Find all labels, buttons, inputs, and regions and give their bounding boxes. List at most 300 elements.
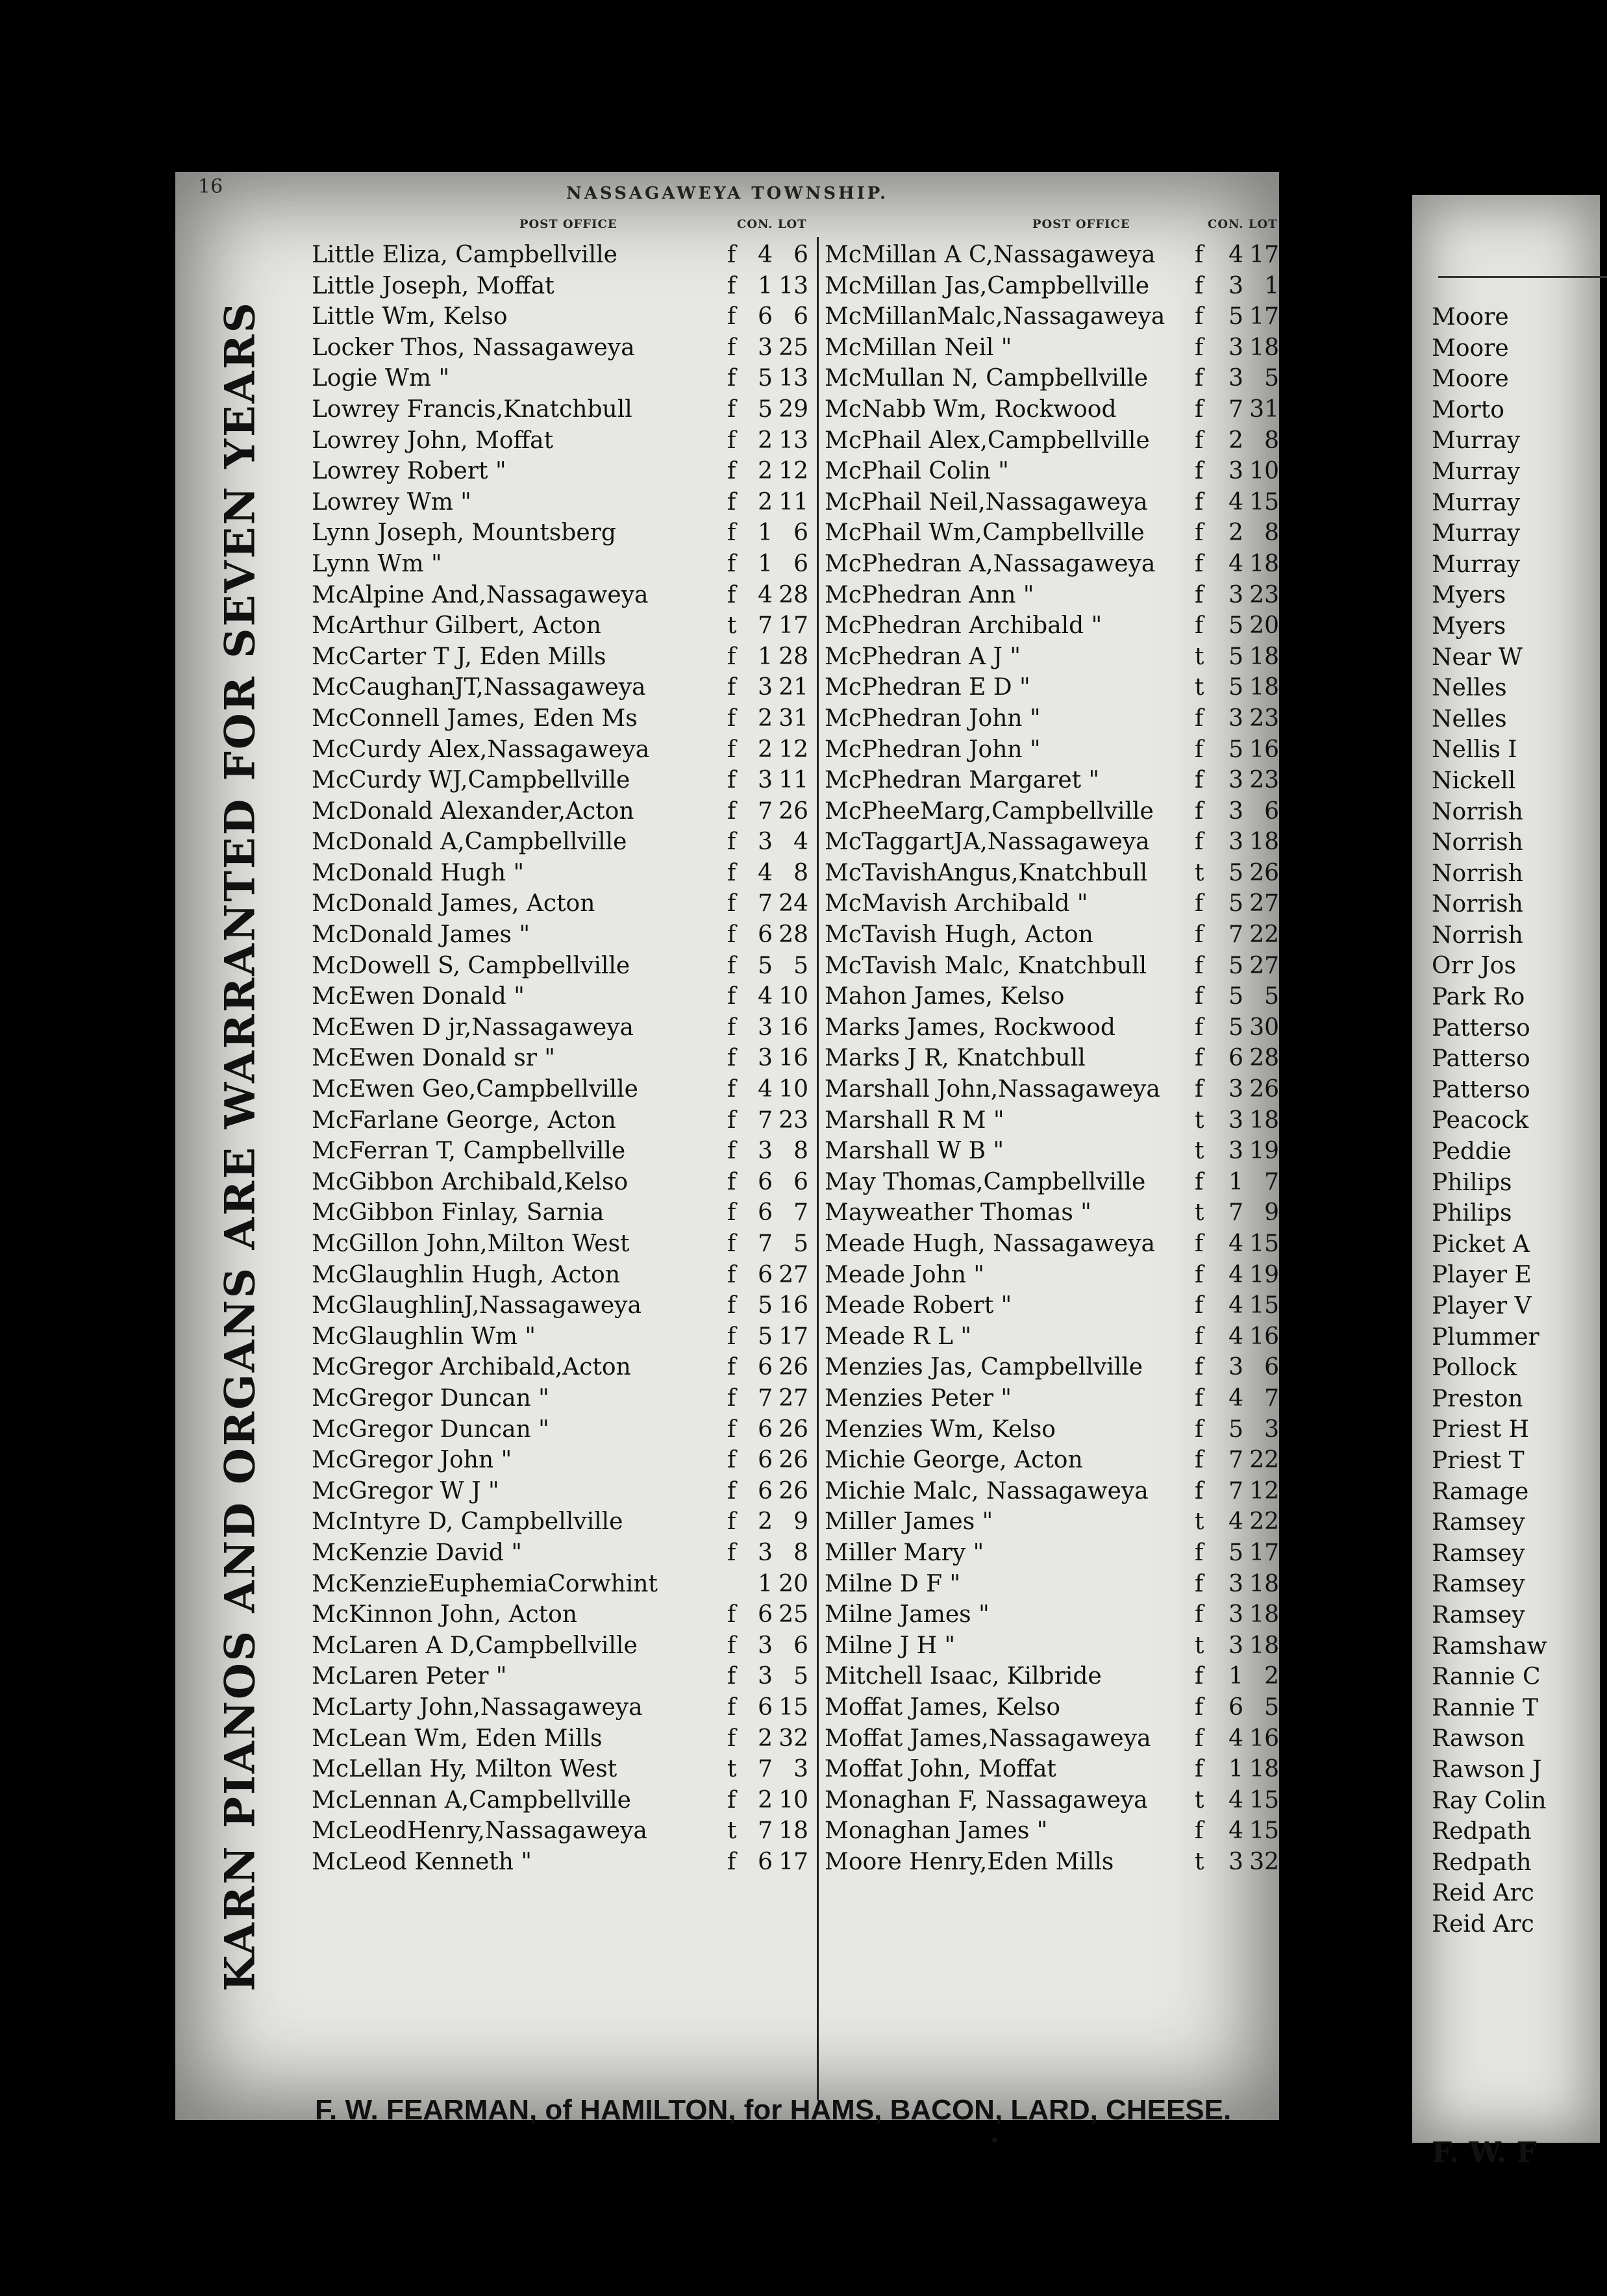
entry-name: McPhedran Archibald " bbox=[825, 612, 1102, 640]
entry-con: 4 bbox=[1228, 1230, 1243, 1257]
entry-lot: 6 bbox=[793, 242, 808, 268]
entry-con: 1 bbox=[1228, 1168, 1243, 1195]
entry-con: 6 bbox=[758, 1447, 773, 1474]
entry-name: Meade Robert " bbox=[825, 1292, 1012, 1319]
directory-entry bbox=[312, 1352, 812, 1383]
entry-lot: 22 bbox=[1249, 921, 1279, 949]
entry-type: f bbox=[1195, 395, 1204, 423]
entry-type: f bbox=[1195, 1663, 1204, 1690]
directory-entry bbox=[312, 981, 812, 1012]
entry-lot: 18 bbox=[1249, 1601, 1279, 1628]
entry-name: McGregor Archibald,Acton bbox=[312, 1354, 631, 1381]
entry-type: f bbox=[727, 1014, 736, 1041]
entry-con: 1 bbox=[1228, 1756, 1243, 1783]
entry-type: f bbox=[727, 1138, 736, 1165]
entry-type: f bbox=[727, 1045, 736, 1072]
entry-lot: 17 bbox=[1249, 1539, 1279, 1566]
directory-entry bbox=[312, 1723, 812, 1754]
entry-lot: 17 bbox=[1249, 242, 1279, 268]
directory-entry bbox=[312, 1630, 812, 1662]
directory-entry bbox=[312, 1506, 812, 1538]
next-page-entry: Murray bbox=[1432, 551, 1521, 578]
entry-type: f bbox=[1195, 365, 1204, 392]
entry-name: McDonald Alexander,Acton bbox=[312, 797, 634, 825]
entry-type: f bbox=[727, 829, 736, 856]
entry-lot: 6 bbox=[793, 1168, 808, 1195]
entry-lot: 27 bbox=[1249, 952, 1279, 979]
entry-name: Lowrey John, Moffat bbox=[312, 427, 554, 454]
entry-lot: 21 bbox=[779, 674, 808, 701]
entry-con: 7 bbox=[758, 1384, 773, 1412]
directory-entry bbox=[312, 240, 812, 271]
next-page-entry: Myers bbox=[1432, 582, 1506, 609]
entry-lot: 6 bbox=[793, 303, 808, 331]
entry-name: Menzies Wm, Kelso bbox=[825, 1416, 1056, 1443]
directory-entry bbox=[312, 1692, 812, 1723]
directory-entry bbox=[312, 271, 812, 302]
directory-entry bbox=[825, 549, 1279, 580]
entry-name: McConnell James, Eden Ms bbox=[312, 705, 638, 732]
entry-lot: 18 bbox=[1249, 334, 1279, 361]
next-page-footer: F. W. F bbox=[1432, 2136, 1537, 2169]
directory-entry bbox=[825, 394, 1279, 425]
entry-name: McFarlane George, Acton bbox=[312, 1106, 616, 1134]
next-page-entry: Near W bbox=[1432, 643, 1523, 671]
entry-name: McMillanMalc,Nassagaweya bbox=[825, 303, 1165, 331]
directory-entry bbox=[825, 240, 1279, 271]
entry-type: f bbox=[1195, 242, 1204, 268]
next-page-entry: Patterso bbox=[1432, 1045, 1530, 1073]
entry-name: McGillon John,Milton West bbox=[312, 1230, 630, 1257]
entry-con: 7 bbox=[758, 1817, 773, 1845]
next-page-entry: Murray bbox=[1432, 427, 1521, 455]
directory-entry bbox=[312, 1105, 812, 1136]
entry-type: f bbox=[1195, 272, 1204, 299]
entry-name: Mayweather Thomas " bbox=[825, 1199, 1091, 1227]
entry-lot: 19 bbox=[1249, 1261, 1279, 1288]
directory-entry bbox=[825, 1197, 1279, 1229]
entry-name: Michie Malc, Nassagaweya bbox=[825, 1477, 1149, 1504]
entry-lot: 6 bbox=[793, 550, 808, 577]
entry-lot: 5 bbox=[793, 1663, 808, 1690]
entry-con: 3 bbox=[1228, 1354, 1243, 1381]
entry-type: f bbox=[727, 365, 736, 392]
entry-type: f bbox=[727, 1447, 736, 1474]
entry-type: t bbox=[1195, 1138, 1204, 1165]
entry-name: Meade Hugh, Nassagaweya bbox=[825, 1230, 1155, 1257]
entry-type: t bbox=[1195, 1848, 1204, 1875]
entry-type: f bbox=[727, 1508, 736, 1536]
entry-con: 5 bbox=[758, 365, 773, 392]
page-header: NASSAGAWEYA TOWNSHIP. bbox=[566, 184, 889, 203]
page-number: 16 bbox=[198, 175, 223, 198]
right-column-header bbox=[825, 218, 1279, 240]
entry-con: 5 bbox=[1228, 736, 1243, 763]
entry-con: 3 bbox=[1228, 767, 1243, 794]
entry-con: 5 bbox=[1228, 1014, 1243, 1041]
entry-con: 7 bbox=[1228, 921, 1243, 949]
entry-lot: 10 bbox=[779, 1786, 808, 1814]
next-page-entry: Ramsey bbox=[1432, 1540, 1525, 1567]
directory-entry bbox=[312, 1290, 812, 1321]
entry-con: 3 bbox=[758, 1539, 773, 1566]
next-page-entry: Norrish bbox=[1432, 921, 1523, 949]
entry-lot: 8 bbox=[793, 859, 808, 886]
entry-lot: 18 bbox=[1249, 643, 1279, 670]
entry-con: 2 bbox=[758, 1508, 773, 1536]
entry-lot: 13 bbox=[779, 365, 808, 392]
entry-con: 3 bbox=[1228, 1570, 1243, 1597]
entry-name: McPhedran A,Nassagaweya bbox=[825, 550, 1156, 577]
entry-type: f bbox=[1195, 519, 1204, 547]
entry-type: f bbox=[1195, 581, 1204, 608]
next-page-entry: Patterso bbox=[1432, 1076, 1530, 1103]
entry-name: McGlaughlin Wm " bbox=[312, 1323, 536, 1350]
next-page-entry: Redpath bbox=[1432, 1849, 1532, 1876]
next-page-entry: Pollock bbox=[1432, 1354, 1517, 1382]
entry-name: McDonald James, Acton bbox=[312, 890, 595, 917]
directory-entry bbox=[312, 765, 812, 796]
directory-entry bbox=[312, 827, 812, 858]
directory-entry bbox=[312, 919, 812, 951]
entry-type: f bbox=[1195, 921, 1204, 949]
directory-entry bbox=[312, 1136, 812, 1167]
next-page-entry: Nickell bbox=[1432, 767, 1516, 794]
entry-name: McLeodHenry,Nassagaweya bbox=[312, 1817, 647, 1845]
next-page-entry: Rawson J bbox=[1432, 1756, 1542, 1783]
entry-lot: 23 bbox=[1249, 705, 1279, 732]
directory-entry bbox=[312, 703, 812, 734]
entry-type: f bbox=[1195, 1817, 1204, 1845]
directory-entry bbox=[312, 672, 812, 703]
entry-con: 5 bbox=[1228, 983, 1243, 1010]
entry-lot: 16 bbox=[1249, 1725, 1279, 1752]
entry-con: 3 bbox=[758, 829, 773, 856]
entry-name: McMullan N, Campbellville bbox=[825, 365, 1149, 392]
con-lot-label: CON. LOT bbox=[737, 218, 807, 231]
entry-type: f bbox=[1195, 612, 1204, 640]
entry-lot: 8 bbox=[793, 1539, 808, 1566]
next-page-rule bbox=[1438, 276, 1607, 278]
entry-lot: 25 bbox=[779, 1601, 808, 1628]
directory-entry bbox=[825, 796, 1279, 827]
next-page-entry: Ray Colin bbox=[1432, 1787, 1547, 1814]
entry-name: Meade John " bbox=[825, 1261, 984, 1288]
entry-name: McKenzieEuphemiaCorwhint bbox=[312, 1570, 658, 1597]
entry-lot: 26 bbox=[779, 1416, 808, 1443]
entry-con: 5 bbox=[758, 395, 773, 423]
entry-lot: 15 bbox=[1249, 1817, 1279, 1845]
entry-name: McPhedran A J " bbox=[825, 643, 1021, 670]
entry-name: Mahon James, Kelso bbox=[825, 983, 1065, 1010]
entry-lot: 18 bbox=[1249, 1570, 1279, 1597]
entry-name: Marks J R, Knatchbull bbox=[825, 1045, 1086, 1072]
entry-name: Monaghan James " bbox=[825, 1817, 1048, 1845]
entry-lot: 26 bbox=[1249, 859, 1279, 886]
entry-type: f bbox=[727, 1384, 736, 1412]
entry-name: McMillan Jas,Campbellville bbox=[825, 272, 1150, 299]
directory-entry bbox=[825, 981, 1279, 1012]
entry-name: Little Joseph, Moffat bbox=[312, 272, 554, 299]
entry-lot: 5 bbox=[1264, 983, 1279, 1010]
entry-type: f bbox=[727, 1663, 736, 1690]
entry-name: McCaughanJT,Nassagaweya bbox=[312, 674, 646, 701]
entry-name: McIntyre D, Campbellville bbox=[312, 1508, 623, 1536]
directory-entry bbox=[312, 1538, 812, 1569]
entry-name: McTaggartJA,Nassagaweya bbox=[825, 829, 1150, 856]
entry-name: McLaren A D,Campbellville bbox=[312, 1632, 638, 1659]
entry-lot: 27 bbox=[779, 1261, 808, 1288]
entry-con: 4 bbox=[1228, 1817, 1243, 1845]
entry-lot: 23 bbox=[1249, 581, 1279, 608]
entry-con: 6 bbox=[758, 1601, 773, 1628]
entry-con: 3 bbox=[1228, 458, 1243, 485]
entry-lot: 6 bbox=[1264, 797, 1279, 825]
entry-type: f bbox=[727, 921, 736, 949]
directory-entry bbox=[312, 642, 812, 673]
entry-type: f bbox=[727, 1848, 736, 1875]
entry-con: 4 bbox=[1228, 1323, 1243, 1350]
next-page-entry: Ramshaw bbox=[1432, 1632, 1547, 1660]
entry-con: 5 bbox=[1228, 674, 1243, 701]
next-page-entry: Peddie bbox=[1432, 1138, 1512, 1166]
entry-type: f bbox=[727, 705, 736, 732]
directory-entry bbox=[312, 394, 812, 425]
entry-con: 5 bbox=[1228, 612, 1243, 640]
entry-type: f bbox=[1195, 1076, 1204, 1103]
entry-name: Logie Wm " bbox=[312, 365, 450, 392]
entry-name: Mitchell Isaac, Kilbride bbox=[825, 1663, 1102, 1690]
entry-name: Moore Henry,Eden Mills bbox=[825, 1848, 1114, 1875]
entry-name: McPhail Wm,Campbellville bbox=[825, 519, 1145, 547]
entry-name: McCurdy WJ,Campbellville bbox=[312, 767, 630, 794]
directory-entry bbox=[312, 858, 812, 889]
entry-name: Meade R L " bbox=[825, 1323, 971, 1350]
entry-lot: 28 bbox=[779, 581, 808, 608]
directory-entry bbox=[825, 363, 1279, 394]
directory-entry bbox=[825, 703, 1279, 734]
entry-lot: 16 bbox=[779, 1045, 808, 1072]
entry-con: 3 bbox=[1228, 272, 1243, 299]
entry-type: f bbox=[1195, 1756, 1204, 1783]
directory-entry bbox=[825, 487, 1279, 518]
entry-lot: 26 bbox=[1249, 1076, 1279, 1103]
next-page-entry: Ramsey bbox=[1432, 1601, 1525, 1628]
entry-con: 6 bbox=[758, 1848, 773, 1875]
entry-name: McDowell S, Campbellville bbox=[312, 952, 630, 979]
entry-lot: 18 bbox=[1249, 674, 1279, 701]
entry-name: McTavish Hugh, Acton bbox=[825, 921, 1093, 949]
entry-con: 6 bbox=[1228, 1693, 1243, 1721]
entry-type: f bbox=[727, 334, 736, 361]
entry-name: McLaren Peter " bbox=[312, 1663, 507, 1690]
side-banner-text: KARN PIANOS AND ORGANS ARE WARRANTED FOR SEVEN YEARS bbox=[216, 301, 265, 1991]
right-entries bbox=[825, 240, 1279, 1877]
next-page-entry: Preston bbox=[1432, 1385, 1523, 1412]
entry-type: f bbox=[727, 1076, 736, 1103]
entry-lot: 9 bbox=[793, 1508, 808, 1536]
entry-type: t bbox=[727, 1756, 737, 1783]
entry-lot: 32 bbox=[1249, 1848, 1279, 1875]
entry-con: 4 bbox=[1228, 1786, 1243, 1814]
entry-type: f bbox=[727, 674, 736, 701]
entry-name: McGregor W J " bbox=[312, 1477, 499, 1504]
right-column bbox=[825, 218, 1279, 1877]
directory-entry bbox=[312, 1445, 812, 1476]
entry-name: McLennan A,Campbellville bbox=[312, 1786, 631, 1814]
directory-entry bbox=[825, 919, 1279, 951]
next-page-entry: Player V bbox=[1432, 1293, 1532, 1319]
directory-entry bbox=[312, 1569, 812, 1600]
entry-name: Lowrey Francis,Knatchbull bbox=[312, 395, 632, 423]
entry-type: f bbox=[727, 458, 736, 485]
post-office-label: POST OFFICE bbox=[519, 218, 617, 231]
entry-name: Michie George, Acton bbox=[825, 1447, 1083, 1474]
entry-con: 1 bbox=[758, 550, 773, 577]
entry-lot: 18 bbox=[1249, 1632, 1279, 1659]
entry-lot: 4 bbox=[793, 829, 808, 856]
entry-type: f bbox=[727, 983, 736, 1010]
entry-lot: 15 bbox=[1249, 488, 1279, 516]
next-page-entry: Priest T bbox=[1432, 1447, 1525, 1474]
entry-con: 3 bbox=[1228, 1632, 1243, 1659]
entry-con: 7 bbox=[1228, 395, 1243, 423]
left-entries bbox=[312, 240, 812, 1877]
entry-type: f bbox=[1195, 1045, 1204, 1072]
entry-lot: 6 bbox=[1264, 1354, 1279, 1381]
next-page-entry: Morto bbox=[1432, 396, 1504, 423]
entry-lot: 27 bbox=[1249, 890, 1279, 917]
left-column bbox=[312, 218, 812, 1877]
entry-con: 6 bbox=[758, 1261, 773, 1288]
entry-name: Miller James " bbox=[825, 1508, 993, 1536]
entry-lot: 12 bbox=[779, 458, 808, 485]
entry-con: 5 bbox=[1228, 952, 1243, 979]
next-page-entry: Nelles bbox=[1432, 675, 1507, 702]
entry-con: 4 bbox=[1228, 242, 1243, 268]
entry-type: f bbox=[1195, 1261, 1204, 1288]
entry-name: McArthur Gilbert, Acton bbox=[312, 612, 601, 640]
entry-name: McGibbon Archibald,Kelso bbox=[312, 1168, 629, 1195]
next-page-entry: Myers bbox=[1432, 612, 1506, 640]
entry-lot: 18 bbox=[1249, 1756, 1279, 1783]
entry-type: f bbox=[1195, 1323, 1204, 1350]
entry-type: f bbox=[727, 1539, 736, 1566]
entry-con: 1 bbox=[758, 643, 773, 670]
entry-name: McPhail Colin " bbox=[825, 458, 1009, 485]
entry-name: McEwen D jr,Nassagaweya bbox=[312, 1014, 634, 1041]
entry-type: f bbox=[727, 550, 736, 577]
directory-entry bbox=[825, 580, 1279, 611]
post-office-label: POST OFFICE bbox=[1032, 218, 1130, 231]
next-page-entry: Patterso bbox=[1432, 1014, 1530, 1042]
entry-type: f bbox=[727, 395, 736, 423]
entry-con: 7 bbox=[758, 797, 773, 825]
entry-con: 4 bbox=[758, 983, 773, 1010]
directory-entry bbox=[825, 1012, 1279, 1043]
entry-con: 1 bbox=[758, 1570, 773, 1597]
next-page-entry: Reid Arc bbox=[1432, 1910, 1534, 1938]
entry-type: f bbox=[727, 1416, 736, 1443]
entry-con: 3 bbox=[1228, 797, 1243, 825]
entry-type: f bbox=[727, 859, 736, 886]
entry-con: 3 bbox=[1228, 581, 1243, 608]
entry-con: 4 bbox=[758, 242, 773, 268]
entry-lot: 5 bbox=[1264, 1693, 1279, 1721]
directory-entry bbox=[825, 271, 1279, 302]
entry-con: 3 bbox=[758, 767, 773, 794]
entry-lot: 20 bbox=[779, 1570, 808, 1597]
entry-name: McMillan A C,Nassagaweya bbox=[825, 242, 1156, 268]
entry-lot: 26 bbox=[779, 1354, 808, 1381]
entry-con: 2 bbox=[758, 736, 773, 763]
entry-name: McDonald James " bbox=[312, 921, 530, 949]
directory-entry bbox=[825, 1414, 1279, 1445]
entry-lot: 24 bbox=[779, 890, 808, 917]
entry-lot: 19 bbox=[1249, 1138, 1279, 1165]
entry-con: 2 bbox=[758, 705, 773, 732]
entry-type: f bbox=[727, 427, 736, 454]
entry-name: McEwen Donald " bbox=[312, 983, 525, 1010]
directory-entry bbox=[825, 858, 1279, 889]
directory-entry bbox=[312, 888, 812, 919]
entry-con: 7 bbox=[758, 1230, 773, 1257]
next-page-entry: Rannie T bbox=[1432, 1694, 1539, 1721]
entry-lot: 22 bbox=[1249, 1447, 1279, 1474]
entry-lot: 28 bbox=[1249, 1045, 1279, 1072]
entry-name: Milne D F " bbox=[825, 1570, 961, 1597]
entry-con: 6 bbox=[758, 303, 773, 331]
entry-name: Lowrey Wm " bbox=[312, 488, 471, 516]
entry-name: Locker Thos, Nassagaweya bbox=[312, 334, 635, 361]
directory-entry bbox=[312, 518, 812, 549]
entry-lot: 26 bbox=[779, 1447, 808, 1474]
entry-name: Little Wm, Kelso bbox=[312, 303, 508, 331]
entry-type: f bbox=[727, 488, 736, 516]
entry-lot: 7 bbox=[793, 1199, 808, 1227]
entry-lot: 10 bbox=[1249, 458, 1279, 485]
directory-entry bbox=[825, 1167, 1279, 1198]
directory-entry bbox=[825, 1352, 1279, 1383]
entry-type: f bbox=[1195, 1601, 1204, 1628]
entry-name: Monaghan F, Nassagaweya bbox=[825, 1786, 1148, 1814]
entry-type: f bbox=[727, 736, 736, 763]
entry-con: 2 bbox=[758, 1725, 773, 1752]
entry-lot: 7 bbox=[1264, 1384, 1279, 1412]
next-page-entry: Murray bbox=[1432, 489, 1521, 516]
entry-con: 1 bbox=[1228, 1663, 1243, 1690]
directory-entry bbox=[825, 1383, 1279, 1414]
entry-type: f bbox=[1195, 1477, 1204, 1504]
entry-con: 7 bbox=[1228, 1199, 1243, 1227]
entry-type: f bbox=[727, 890, 736, 917]
directory-entry bbox=[825, 1723, 1279, 1754]
entry-con: 4 bbox=[1228, 1508, 1243, 1536]
entry-con: 3 bbox=[758, 1632, 773, 1659]
directory-entry bbox=[825, 888, 1279, 919]
entry-lot: 32 bbox=[779, 1725, 808, 1752]
entry-name: Lynn Wm " bbox=[312, 550, 442, 577]
entry-lot: 15 bbox=[1249, 1230, 1279, 1257]
directory-entry bbox=[825, 1847, 1279, 1878]
entry-type: f bbox=[727, 797, 736, 825]
entry-lot: 15 bbox=[1249, 1786, 1279, 1814]
directory-entry bbox=[825, 1136, 1279, 1167]
entry-con: 5 bbox=[758, 1323, 773, 1350]
entry-type: f bbox=[1195, 458, 1204, 485]
entry-type: f bbox=[727, 1477, 736, 1504]
directory-entry bbox=[312, 1847, 812, 1878]
